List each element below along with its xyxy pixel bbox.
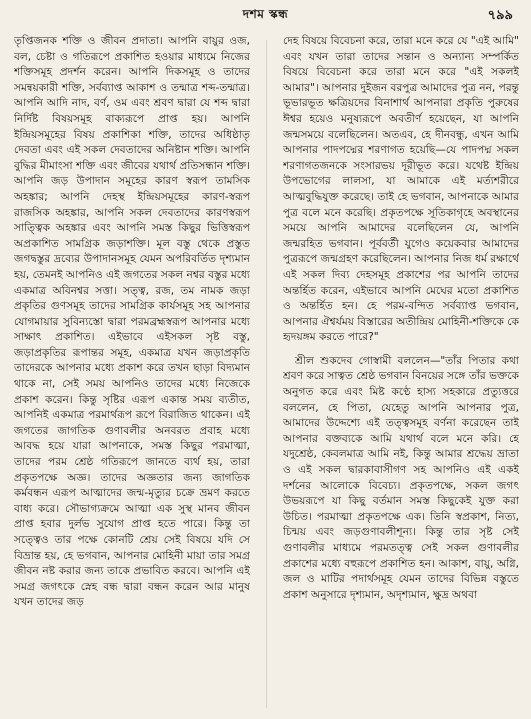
page-header [0, 4, 531, 26]
left-column [14, 34, 250, 714]
right-paragraph-2: শ্রীল শুকদেব গোস্বামী বললেন—"তাঁর পিতার কথা শ্রবণ করে সাত্বত শ্রেষ্ঠ ভগবান বিনয়ের সঙ্গে তাঁর ভক্তকে অনুগত করে এবং মিষ্ট কণ্ঠে হাস্য সহকারে প্রত্যুত্তরে বললেন, হে পিতা, যেহেতু আপনি আপনার পুত্র, আমাদের উদ্দেশ্যে এই তত্ত্বসমূহ বর্ণনা করেছেন তাই আপনার বক্তব্যকে আমি যথার্থ বলে মনে করি। হে যদুশ্রেষ্ঠ, কেবলমাত্র আমি নই, কিন্তু আমার শ্রদ্ধেয় ভ্রাতা ও এই সকল দ্বারকাবাসীগণ সহ আপনিও এই একই দর্শনের আলোকে বিবেচ্য। প্রকৃতপক্ষে, সকল জগৎ উভয়রূপে যা কিছু বর্তমান সমস্ত কিছুকেই যুক্ত করা উচিত। পরমাত্মা প্রকৃতপক্ষে এক। তিনি স্বপ্রকাশ, নিত্য, চিন্ময় এবং জড়গুণাবলীশূন্য। কিন্তু তার সৃষ্ট সেই গুণাবলীর মাধ্যমে পরমতত্ত্ব সেই সকল গুণাবলীর প্রকাশের মধ্যে বহুরূপে প্রকাশিত হন। আকাশ, বায়ু, অগ্নি, জল ও মাটির পদার্থসমূহ যেমন তাদের বিভিন্ন বস্তুতে প্রকাশ অনুসারে দৃশ্যমান, অদৃশ্যমান, ক্ষুদ্র অথবা [283, 354, 519, 601]
right-column [283, 34, 519, 714]
column-divider [266, 40, 267, 708]
left-paragraph: তৃপ্তিজনক শক্তি ও জীবন প্রদাতা। আপনি বায়ুর ওজ, বল, চেষ্টা ও গতিরূপে প্রকাশিত হওয়ার মাধ্যমে নিজের শক্তিসমূহ প্রদর্শন করেন। আপনি দিকসমূহ ও তাদের সমন্বয়কারী শক্তি, সর্বব্যাপ্ত আকাশ ও তন্মাত্র শব্দ-তন্মাত্র। আপনি আদি নাদ, বর্ণ, ওম এবং শ্রবণ দ্বারা যে শব্দ দ্বারা নির্দিষ্ট বিষয়সমূহ বাক্যরূপে প্রাপ্ত হয়। আপনি ইন্দ্রিয়সমূহের বিষয় প্রকাশিকা শক্তি, তাদের অধিষ্ঠাতৃ দেবতা এবং এই সকল দেবতাদের অনিষ্টান শক্তি। আপনি বুদ্ধির মীমাংসা শক্তি এবং জীবের যথার্থ প্রতিসন্ধান শক্তি। আপনি জড় উপাদান সমূহের কারণ স্বরূপ তামসিক অহঙ্কার; আপনি দেহস্থ ইন্দ্রিয়সমূহের কারণ-স্বরূপ রাজসিক অহঙ্কার, আপনি সকল দেবতাদের কারণস্বরূপ সাত্ত্বিক অহঙ্কার এবং আপনি সমস্ত কিছুর ভিত্তিস্বরূপ অপ্রকাশিত সামগ্রিক জড়াশক্তি। মূল বস্তু থেকে প্রস্তুত জগদ্বস্তুর দ্রব্যের উপাদানসমূহ যেমন অপরিবর্তিত দৃশ্যমান হয়, তেমনই আপনিও এই জগতের সকল নশ্বর বস্তুর মধ্যে একমাত্র অবিনশ্বর সত্তা। সত্ত্ব, রজ, তম নামক জড়া প্রকৃতির গুণসমূহ তাদের সামগ্রিক কার্যসমূহ সহ আপনার যোগমায়ার সুবিন্যস্তো দ্বারা পরমব্রহ্মস্বরূপ আপনার মধ্যে সাক্ষাৎ প্রকাশিত। এইভাবে এইসকল সৃষ্ট বস্তু, জড়াপ্রকৃতির রূপান্তর সমূহ, একমাত্র যখন জড়াপ্রকৃতি তাদেরকে আপনার মধ্যে প্রকাশ করে তখন ছাড়া বিদ্যমান থাকে না, সেই সময় আপনিও তাদের মধ্যে নিজেকে প্রকাশ করেন। কিন্তু সৃষ্টির এরূপ একান্ত সময় ব্যতীত, আপনিই একমাত্র পরমার্থরূপ রূপে বিরাজিত থাকেন। এই জগতের জাগতিক গুণাবলীর অনবরত প্রবাহ মধ্যে আবদ্ধ হয়ে যারা আপনাকে, সমস্ত কিছুর পরমাত্মা, তাদের পরম শ্রেষ্ঠ গতিরূপে জানতে ব্যর্থ হয়, তারা প্রকৃতপক্ষে অজ্ঞ। তাদের অজ্ঞতার জন্য জাগতিক কর্মবন্ধন এরূপ আত্মাদের জন্ম-মৃত্যুর চক্রে ভ্রমণ করতে বাধ্য করে। সৌভাগ্যক্রমে আত্মা এক সুস্থ মানব জীবন প্রাপ্ত হবার দুর্লভ সুযোগ প্রাপ্ত হতে পারে। কিন্তু তা সত্ত্বেও তার পক্ষে কোনটি শ্রেয় সেই বিষয়ে যদি সে বিভ্রান্ত হয়, হে ভগবান, আপনার মোহিনী মায়া তার সমগ্র জীবন নষ্ট করার জন্য তাকে প্রভাবিত করবে। আপনি এই সমগ্র জগৎকে স্নেহ বন্ধ দ্বারা বন্ধন করেন আর মানুষ যখন তাদের জড় [14, 35, 250, 609]
page-number: ৭৯৯ [487, 8, 513, 23]
right-paragraph-1: দেহ বিষয়ে বিবেচনা করে, তারা মনে করে যে "এই আমি" এবং যখন তারা তাদের সন্তান ও অন্যান্য সম্পর্কিত বিষয়ে বিবেচনা করে তারা মনে করে "এই সকলই আমার"। আপনার দুইজন বরপুত্র আমাদের পুত্র নন, পরন্তু ভূভারভূত ক্ষত্রিয়দের বিনাশার্থ আপনারা প্রকৃতি পুরুষের ঈশ্বর হয়েও মনুষ্যরূপে অবতীর্ণ হয়েছেন, যা আপনি জন্মসময়ে বলেছিলেন। অতএব, হে দীনবন্ধু, এখন আমি আপনার পাদপদ্মের শরণাগত হয়েছি—যে পাদপদ্ম সকল শরণাগতজনকে সংসারভয় দূরীভূত করে। যথেষ্ট ইন্দ্রিয় উপভোগের লালসা, যা আমাকে এই মর্ত্যশরীরে আত্মবুদ্ধিযুক্ত করেছে। তাই হে ভগবান, আপনাকে আমার পুত্র বলে মনে করেছি। প্রকৃতপক্ষে সূতিকাগৃহে অবস্থানের সময়ে আপনি আমাদের বলেছিলেন যে, আপনি জন্মরহিত ভগবান। পূর্ববর্তী যুগেও কয়েকবার আমাদের পুত্ররূপে জন্মগ্রহণ করেছিলেন। আপনার নিজ ধর্ম রক্ষার্থে এই সকল দিব্য দেহসমূহ প্রকাশের পর আপনি তাদের অন্তর্হিত করেন, এইভাবে আপনি মেঘের মতো প্রকাশিত ও অন্তর্হিত হন। হে পরম-বন্দিত সর্বব্যাপ্ত ভগবান, আপনার ঐশ্বর্যময় বিস্তারের অতীন্দ্রিয় মোহিনী-শক্তিকে কে হৃদয়ঙ্গম করতে পারে?" [283, 35, 519, 344]
chapter-title: দশম স্কন্ধ [242, 7, 289, 21]
